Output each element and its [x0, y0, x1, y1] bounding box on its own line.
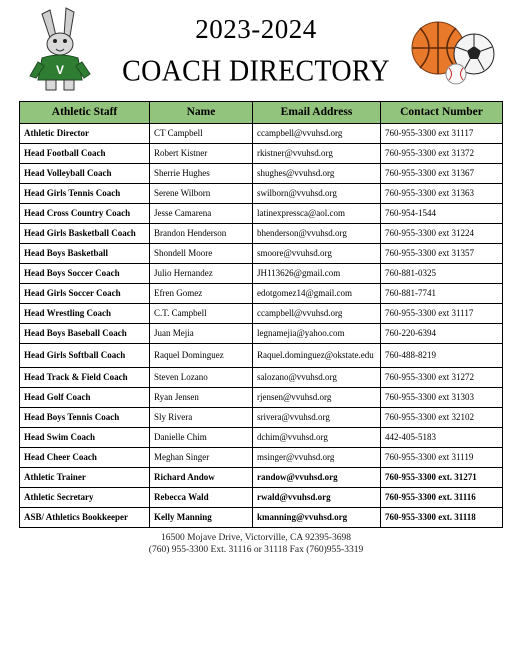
- staff-role: Head Boys Soccer Coach: [20, 264, 150, 284]
- table-row: [20, 244, 503, 264]
- staff-phone: 760-955-3300 ext 31272: [381, 368, 503, 388]
- staff-role: Head Football Coach: [20, 144, 150, 164]
- staff-phone: 760-220-6394: [381, 324, 503, 344]
- staff-name: Brandon Henderson: [150, 224, 253, 244]
- table-row: [20, 304, 503, 324]
- staff-email[interactable]: randow@vvuhsd.org: [253, 468, 381, 488]
- staff-phone: 760-955-3300 ext 31357: [381, 244, 503, 264]
- staff-email[interactable]: legnamejia@yahoo.com: [253, 324, 381, 344]
- staff-phone: 760-881-7741: [381, 284, 503, 304]
- staff-name: Efren Gomez: [150, 284, 253, 304]
- staff-name: CT Campbell: [150, 124, 253, 144]
- svg-text:V: V: [55, 63, 65, 77]
- staff-email[interactable]: shughes@vvuhsd.org: [253, 164, 381, 184]
- staff-role: Head Volleyball Coach: [20, 164, 150, 184]
- staff-role: Head Cross Country Coach: [20, 204, 150, 224]
- staff-phone: 760-955-3300 ext 31117: [381, 124, 503, 144]
- page-header: [0, 0, 512, 100]
- staff-role: ASB/ Athletics Bookkeeper: [20, 508, 150, 528]
- staff-email[interactable]: latinexpressca@aol.com: [253, 204, 381, 224]
- staff-name: C.T. Campbell: [150, 304, 253, 324]
- staff-phone: 760-881-0325: [381, 264, 503, 284]
- directory-year: 2023-2024: [195, 14, 317, 44]
- table-row: [20, 204, 503, 224]
- staff-email[interactable]: smoore@vvuhsd.org: [253, 244, 381, 264]
- staff-name: Jesse Camarena: [150, 204, 253, 224]
- table-row: [20, 284, 503, 304]
- table-row: [20, 124, 503, 144]
- table-row: [20, 508, 503, 528]
- table-row: [20, 144, 503, 164]
- staff-email[interactable]: bhenderson@vvuhsd.org: [253, 224, 381, 244]
- staff-email[interactable]: msinger@vvuhsd.org: [253, 448, 381, 468]
- staff-name: Shondell Moore: [150, 244, 253, 264]
- staff-phone: 760-955-3300 ext. 31116: [381, 488, 503, 508]
- staff-email[interactable]: Raquel.dominguez@okstate.edu: [253, 344, 381, 368]
- table-row: [20, 448, 503, 468]
- table-row: [20, 428, 503, 448]
- staff-role: Head Wrestling Coach: [20, 304, 150, 324]
- staff-phone: 760-955-3300 ext 31224: [381, 224, 503, 244]
- staff-role: Head Golf Coach: [20, 388, 150, 408]
- column-header-name: Name: [150, 102, 253, 124]
- staff-name: Steven Lozano: [150, 368, 253, 388]
- staff-phone: 760-488-8219: [381, 344, 503, 368]
- staff-phone: 760-955-3300 ext 31119: [381, 448, 503, 468]
- staff-phone: 760-955-3300 ext 31117: [381, 304, 503, 324]
- staff-role: Head Boys Tennis Coach: [20, 408, 150, 428]
- table-row: [20, 468, 503, 488]
- staff-name: Rebecca Wald: [150, 488, 253, 508]
- staff-name: Danielle Chim: [150, 428, 253, 448]
- staff-name: Kelly Manning: [150, 508, 253, 528]
- staff-role: Athletic Secretary: [20, 488, 150, 508]
- footer-address: 16500 Mojave Drive, Victorville, CA 92395-3698: [160, 533, 352, 543]
- staff-email[interactable]: ccampbell@vvuhsd.org: [253, 124, 381, 144]
- staff-name: Serene Wilborn: [150, 184, 253, 204]
- table-row: [20, 164, 503, 184]
- staff-phone: 760-955-3300 ext 31363: [381, 184, 503, 204]
- staff-role: Head Boys Baseball Coach: [20, 324, 150, 344]
- staff-email[interactable]: srivera@vvuhsd.org: [253, 408, 381, 428]
- column-header-athletic-staff: Athletic Staff: [20, 102, 150, 124]
- staff-phone: 760-955-3300 ext 31303: [381, 388, 503, 408]
- staff-name: Robert Kistner: [150, 144, 253, 164]
- staff-role: Head Girls Basketball Coach: [20, 224, 150, 244]
- staff-email[interactable]: rjensen@vvuhsd.org: [253, 388, 381, 408]
- staff-role: Head Girls Softball Coach: [20, 344, 150, 368]
- staff-phone: 760-954-1544: [381, 204, 503, 224]
- table-row: [20, 408, 503, 428]
- staff-email[interactable]: salozano@vvuhsd.org: [253, 368, 381, 388]
- staff-email[interactable]: rkistner@vvuhsd.org: [253, 144, 381, 164]
- staff-phone: 760-955-3300 ext 31367: [381, 164, 503, 184]
- staff-email[interactable]: swilborn@vvuhsd.org: [253, 184, 381, 204]
- staff-name: Sherrie Hughes: [150, 164, 253, 184]
- staff-name: Raquel Dominguez: [150, 344, 253, 368]
- staff-email[interactable]: edotgomez14@gmail.com: [253, 284, 381, 304]
- staff-role: Head Girls Soccer Coach: [20, 284, 150, 304]
- table-row: [20, 264, 503, 284]
- staff-role: Head Swim Coach: [20, 428, 150, 448]
- table-row: [20, 344, 503, 368]
- staff-role: Head Boys Basketball: [20, 244, 150, 264]
- staff-phone: 760-955-3300 ext 31372: [381, 144, 503, 164]
- sports-balls-icon: [408, 14, 498, 86]
- staff-email[interactable]: rwald@vvuhsd.org: [253, 488, 381, 508]
- staff-role: Head Track & Field Coach: [20, 368, 150, 388]
- staff-phone: 442-405-5183: [381, 428, 503, 448]
- table-row: [20, 368, 503, 388]
- coach-directory-table: [19, 101, 503, 528]
- column-header-contact: Contact Number: [381, 102, 503, 124]
- footer-phones: (760) 955-3300 Ext. 31116 or 31118 Fax (760)955-3319: [148, 545, 364, 555]
- table-row: [20, 388, 503, 408]
- table-row: [20, 324, 503, 344]
- staff-name: Richard Andow: [150, 468, 253, 488]
- table-row: [20, 184, 503, 204]
- staff-name: Juan Mejia: [150, 324, 253, 344]
- staff-name: Meghan Singer: [150, 448, 253, 468]
- staff-role: Head Girls Tennis Coach: [20, 184, 150, 204]
- table-row: [20, 488, 503, 508]
- column-header-email: Email Address: [253, 102, 381, 124]
- staff-email[interactable]: dchim@vvuhsd.org: [253, 428, 381, 448]
- footer-contact: [0, 532, 512, 556]
- table-header-row: [20, 102, 503, 124]
- staff-phone: 760-955-3300 ext. 31118: [381, 508, 503, 528]
- staff-role: Athletic Trainer: [20, 468, 150, 488]
- staff-name: Julio Hernandez: [150, 264, 253, 284]
- directory-title: COACH DIRECTORY: [122, 54, 390, 89]
- staff-phone: 760-955-3300 ext 32102: [381, 408, 503, 428]
- staff-name: Ryan Jensen: [150, 388, 253, 408]
- staff-email[interactable]: JH113626@gmail.com: [253, 264, 381, 284]
- staff-role: Athletic Director: [20, 124, 150, 144]
- staff-name: Sly Rivera: [150, 408, 253, 428]
- staff-email[interactable]: kmanning@vvuhsd.org: [253, 508, 381, 528]
- table-row: [20, 224, 503, 244]
- staff-email[interactable]: ccampbell@vvuhsd.org: [253, 304, 381, 324]
- staff-phone: 760-955-3300 ext. 31271: [381, 468, 503, 488]
- staff-role: Head Cheer Coach: [20, 448, 150, 468]
